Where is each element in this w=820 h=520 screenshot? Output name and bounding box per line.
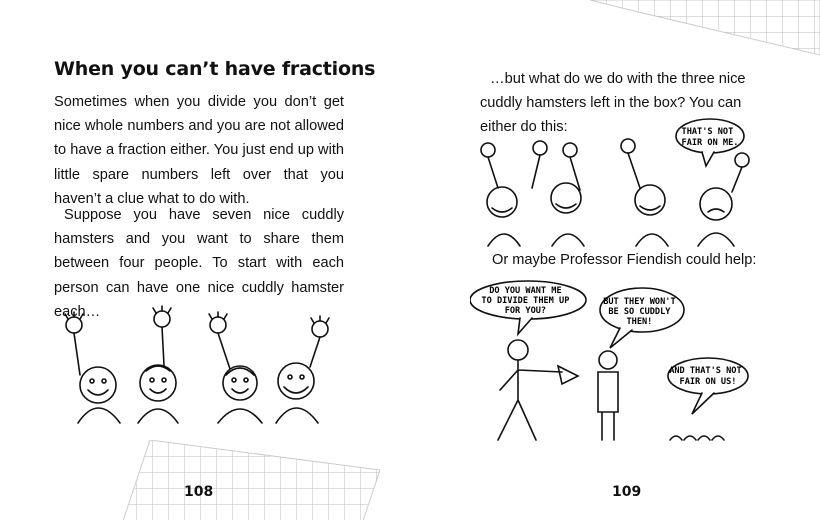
bubble-line: FOR YOU? [504, 306, 547, 316]
bubble-line: BUT THEY WON'T [603, 297, 676, 307]
paragraph: Or maybe Professor Fiendish could help: [492, 252, 757, 268]
bubble-line: AND THAT'S NOT [669, 366, 742, 376]
four-people-with-hamsters-illustration [40, 305, 360, 425]
bubble-line: BE SO CUDDLY [608, 307, 671, 317]
section-heading: When you can’t have fractions [54, 58, 376, 80]
paragraph: Sometimes when you divide you don’t get nice whole numbers and you are not allowed to have a fraction either. You just end up with little spare numbers left over that you haven’t a clue what to do with. [54, 94, 344, 207]
graph-paper-decoration [590, 0, 820, 60]
paragraph: Suppose you have seven nice cuddly hamsters and you want to share them between four people. To start with each person can have one nice cuddly hamster each… [54, 207, 344, 320]
bubble-line: THEN! [626, 317, 653, 327]
speech-bubble-not-fair-us [668, 358, 748, 394]
bubble-line: THAT'S NOT [681, 127, 734, 137]
bubble-line: DO YOU WANT ME [489, 286, 562, 296]
page-number: 109 [612, 484, 642, 500]
page-number: 108 [184, 484, 214, 500]
paragraph: …but what do we do with the three nice cuddly hamsters left in the box? You can either do this: [480, 71, 746, 136]
professor-fiendish-illustration [470, 280, 770, 460]
graph-paper-decoration [120, 440, 380, 520]
bubble-line: FAIR ON US! [679, 377, 737, 387]
bubble-line: TO DIVIDE THEM UP [481, 296, 570, 306]
svg-text:THAT'S NOT FAIR ON ME. [682, 127, 739, 148]
bubble-line: FAIR ON ME. [681, 138, 739, 148]
hamster-sharing-illustration [470, 118, 770, 248]
